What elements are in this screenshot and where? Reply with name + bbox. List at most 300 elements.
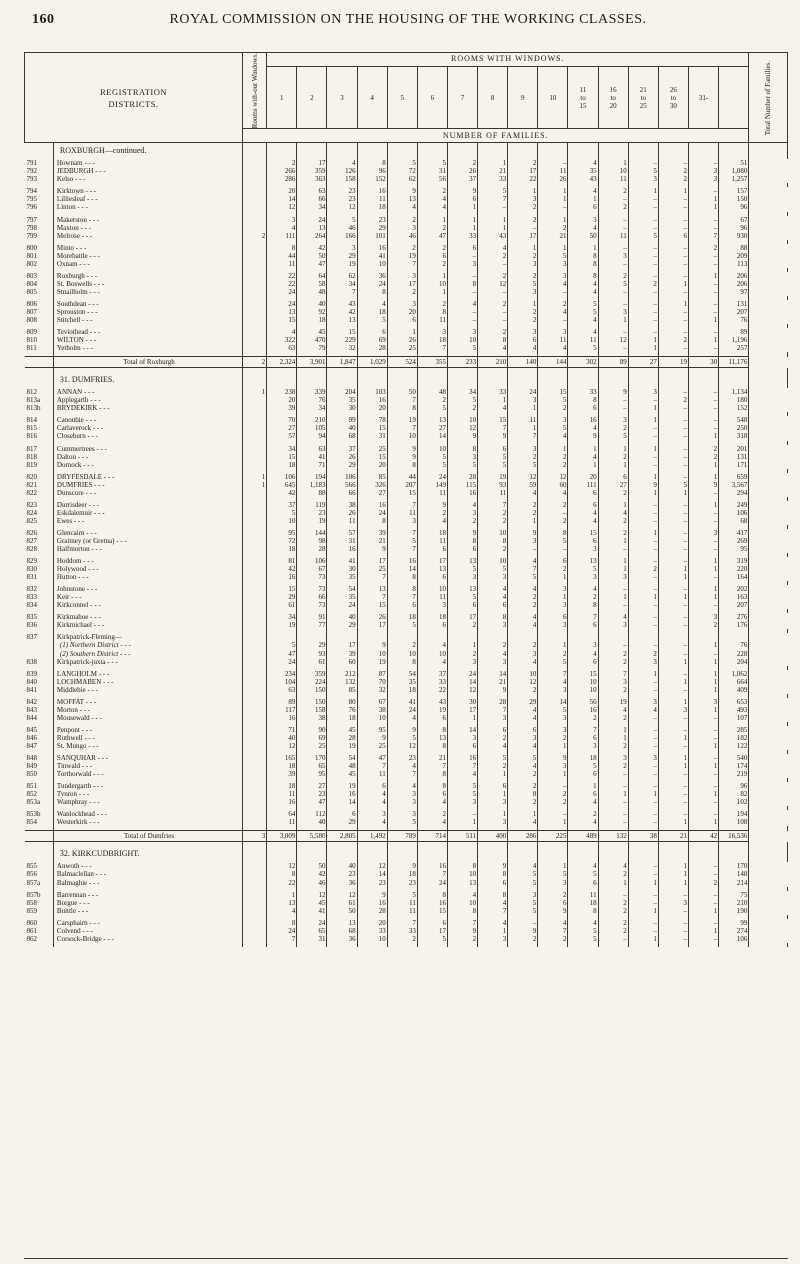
value-cell: 5 — [538, 706, 568, 714]
value-cell: 17 — [447, 706, 477, 714]
total-value: 27 — [628, 357, 658, 368]
value-cell: 10 — [478, 557, 508, 565]
value-cell: 2 — [508, 501, 538, 509]
total-families-cell: 294 — [719, 489, 749, 497]
value-cell: – — [658, 742, 688, 750]
value-cell: 76 — [327, 706, 357, 714]
value-cell: 2 — [658, 336, 688, 344]
value-cell: – — [688, 489, 718, 497]
value-cell: 5 — [478, 187, 508, 195]
value-cell: 36 — [327, 879, 357, 887]
value-cell: 15 — [267, 316, 297, 324]
row-number: 839 — [25, 670, 54, 678]
value-cell: 17 — [417, 927, 447, 935]
table-row — [25, 927, 788, 935]
value-cell: – — [598, 585, 628, 593]
table-row — [25, 216, 788, 224]
value-cell: 42 — [297, 244, 327, 252]
spacer-cell — [749, 750, 788, 754]
total-label: Total of Roxburgh — [53, 357, 242, 368]
spacer-cell — [749, 609, 788, 613]
value-cell: 7 — [387, 501, 417, 509]
value-cell: – — [478, 308, 508, 316]
total-families-cell: 157 — [719, 187, 749, 195]
value-cell: 8 — [568, 272, 598, 280]
table-row — [25, 432, 788, 440]
value-cell: 8 — [267, 244, 297, 252]
rooms-without-windows-cell — [243, 396, 267, 404]
value-cell: 4 — [417, 203, 447, 211]
value-cell: 8 — [447, 280, 477, 288]
rooms-without-windows-cell — [243, 416, 267, 424]
value-cell: 2 — [508, 509, 538, 517]
value-cell: 1 — [628, 336, 658, 344]
total-families-cell: 653 — [719, 698, 749, 706]
value-cell: 10 — [417, 585, 447, 593]
value-cell: 1 — [688, 658, 718, 666]
value-cell: 8 — [417, 782, 447, 790]
value-cell: 80 — [327, 698, 357, 706]
value-cell: 57 — [327, 529, 357, 537]
district-name: Tinwald - - - — [53, 762, 242, 770]
total-families-label: Total Number of Families. — [764, 60, 773, 135]
value-cell: 4 — [478, 593, 508, 601]
value-cell: 3 — [688, 175, 718, 183]
value-cell: 9 — [447, 432, 477, 440]
value-cell: 1 — [688, 565, 718, 573]
district-name: Linton - - - — [53, 203, 242, 211]
value-cell: 57 — [267, 432, 297, 440]
rooms-without-windows-cell — [243, 529, 267, 537]
value-cell: 18 — [387, 870, 417, 878]
district-name: Maxton - - - — [53, 224, 242, 232]
value-cell: 27 — [417, 424, 447, 432]
value-cell: 16 — [357, 244, 387, 252]
value-cell: 96 — [357, 167, 387, 175]
value-cell: 3 — [478, 935, 508, 943]
county-heading-blank — [628, 143, 658, 156]
value-cell: – — [688, 891, 718, 899]
total-families-cell: 257 — [719, 344, 749, 352]
value-cell: – — [688, 650, 718, 658]
value-cell: 39 — [357, 529, 387, 537]
district-name: DUMFRIES - - - — [53, 481, 242, 489]
value-cell: 24 — [267, 300, 297, 308]
value-cell: 22 — [417, 686, 447, 694]
table-row — [25, 224, 788, 232]
value-cell: – — [688, 388, 718, 396]
value-cell: 1 — [688, 461, 718, 469]
value-cell: 17 — [447, 613, 477, 621]
total-families-cell: 207 — [719, 601, 749, 609]
value-cell: 11 — [267, 260, 297, 268]
value-cell: – — [628, 545, 658, 553]
table-row — [25, 545, 788, 553]
value-cell: 1 — [478, 216, 508, 224]
value-cell: 6 — [417, 573, 447, 581]
table-row — [25, 870, 788, 878]
value-cell: 19 — [327, 260, 357, 268]
district-name: Cummertrees - - - — [53, 445, 242, 453]
value-cell: 144 — [297, 529, 327, 537]
county-heading-blank — [719, 143, 749, 156]
value-cell: 70 — [357, 678, 387, 686]
value-cell: 119 — [297, 501, 327, 509]
value-cell: 1 — [688, 706, 718, 714]
value-cell: 13 — [447, 879, 477, 887]
value-cell: 2 — [508, 782, 538, 790]
value-cell: – — [538, 810, 568, 818]
total-families-cell: 99 — [719, 919, 749, 927]
rooms-without-windows-cell — [243, 770, 267, 778]
value-cell: – — [658, 432, 688, 440]
value-cell: 1 — [568, 782, 598, 790]
value-cell: 2 — [508, 316, 538, 324]
row-number: 794 — [25, 187, 54, 195]
value-cell: – — [628, 686, 658, 694]
value-cell: 2 — [538, 935, 568, 943]
value-cell: 2 — [598, 272, 628, 280]
value-cell: – — [628, 621, 658, 629]
total-families-cell: 108 — [719, 818, 749, 826]
value-cell: 1 — [688, 927, 718, 935]
value-cell: 18 — [267, 545, 297, 553]
county-heading-blank — [357, 372, 387, 384]
district-name: Wanlockhead - - - — [53, 810, 242, 818]
value-cell: 8 — [417, 308, 447, 316]
value-cell: 9 — [508, 529, 538, 537]
value-cell: 56 — [417, 175, 447, 183]
value-cell: 3 — [598, 754, 628, 762]
value-cell: 3 — [478, 658, 508, 666]
value-cell: 3 — [508, 195, 538, 203]
value-cell: 8 — [447, 445, 477, 453]
value-cell: 2 — [417, 224, 447, 232]
value-cell: 1 — [688, 762, 718, 770]
value-cell: 1 — [688, 593, 718, 601]
county-total-row — [25, 357, 788, 368]
value-cell: 2 — [478, 545, 508, 553]
table-row — [25, 782, 788, 790]
value-cell: 7 — [417, 870, 447, 878]
value-cell: – — [598, 288, 628, 296]
value-cell: 5 — [327, 216, 357, 224]
value-cell: 7 — [417, 762, 447, 770]
value-cell: 9 — [598, 388, 628, 396]
value-cell: 45 — [297, 328, 327, 336]
value-cell: 56 — [568, 698, 598, 706]
value-cell: 5 — [387, 537, 417, 545]
value-cell: – — [538, 159, 568, 167]
total-families-cell: 163 — [719, 593, 749, 601]
page-number: 160 — [32, 12, 55, 27]
value-cell: – — [688, 308, 718, 316]
value-cell: 37 — [447, 175, 477, 183]
value-cell: 5 — [387, 734, 417, 742]
value-cell: – — [598, 300, 628, 308]
value-cell: 2 — [568, 810, 598, 818]
value-cell: 3 — [628, 658, 658, 666]
value-cell: 106 — [267, 473, 297, 481]
district-name: St. Mungo - - - — [53, 742, 242, 750]
rooms-without-windows-cell — [243, 537, 267, 545]
value-cell: 3 — [447, 798, 477, 806]
value-cell: 7 — [387, 424, 417, 432]
value-cell: 2 — [628, 650, 658, 658]
value-cell: 5 — [267, 509, 297, 517]
value-cell: 5 — [508, 461, 538, 469]
value-cell: 11 — [387, 907, 417, 915]
value-cell: 64 — [267, 810, 297, 818]
rooms-without-windows-cell — [243, 336, 267, 344]
value-cell: 7 — [478, 501, 508, 509]
total-families-cell: 75 — [719, 891, 749, 899]
value-cell: 2 — [688, 445, 718, 453]
value-cell: 2 — [598, 203, 628, 211]
value-cell: 9 — [508, 927, 538, 935]
value-cell: 106 — [297, 557, 327, 565]
page-header — [28, 8, 788, 34]
rooms-without-windows-cell — [243, 601, 267, 609]
value-cell: 2 — [447, 159, 477, 167]
value-cell: – — [538, 316, 568, 324]
value-cell: 9 — [478, 432, 508, 440]
value-cell: 10 — [447, 870, 477, 878]
total-value: 19 — [658, 357, 688, 368]
value-cell: 132 — [327, 678, 357, 686]
value-cell: 19 — [357, 658, 387, 666]
value-cell: 645 — [267, 481, 297, 489]
value-cell: 25 — [357, 565, 387, 573]
value-cell: 1 — [628, 670, 658, 678]
value-cell: 6 — [568, 734, 598, 742]
value-cell: – — [658, 545, 688, 553]
value-cell: 8 — [568, 396, 598, 404]
value-cell: – — [688, 919, 718, 927]
row-number: 847 — [25, 742, 54, 750]
district-name: Oxnam - - - — [53, 260, 242, 268]
value-cell: 2 — [508, 272, 538, 280]
value-cell: 24 — [327, 601, 357, 609]
value-cell: 6 — [568, 501, 598, 509]
value-cell: 3 — [688, 529, 718, 537]
value-cell: 8 — [447, 537, 477, 545]
value-cell: 5 — [598, 432, 628, 440]
row-number: 835 — [25, 613, 54, 621]
table-row — [25, 288, 788, 296]
value-cell: 1 — [628, 445, 658, 453]
value-cell: 1 — [658, 658, 688, 666]
total-value: 3 — [243, 831, 267, 842]
value-cell: 3 — [538, 726, 568, 734]
value-cell: 16 — [387, 557, 417, 565]
total-families-cell: 319 — [719, 557, 749, 565]
value-cell: – — [658, 473, 688, 481]
row-number: 834 — [25, 601, 54, 609]
value-cell: 5 — [387, 159, 417, 167]
value-cell: 15 — [478, 416, 508, 424]
row-number: 832 — [25, 585, 54, 593]
district-name: JEDBURGH - - - — [53, 167, 242, 175]
value-cell: 1 — [658, 762, 688, 770]
value-cell: – — [658, 585, 688, 593]
value-cell: 8 — [568, 260, 598, 268]
value-cell: 18 — [357, 308, 387, 316]
value-cell: 6 — [357, 328, 387, 336]
total-value: 511 — [447, 831, 477, 842]
spacer-cell — [417, 943, 447, 947]
value-cell: 66 — [297, 195, 327, 203]
value-cell: 48 — [297, 288, 327, 296]
value-cell: 4 — [568, 288, 598, 296]
spacer-cell — [568, 943, 598, 947]
value-cell: 1 — [598, 593, 628, 601]
value-cell: 22 — [267, 280, 297, 288]
value-cell: 4 — [478, 899, 508, 907]
value-cell: 87 — [357, 670, 387, 678]
value-cell: – — [628, 216, 658, 224]
value-cell: 5 — [478, 754, 508, 762]
value-cell: 5 — [658, 481, 688, 489]
value-cell: 1 — [478, 396, 508, 404]
value-cell: 13 — [297, 224, 327, 232]
value-cell: 8 — [417, 742, 447, 750]
window-count-header: 3 — [327, 67, 357, 129]
value-cell: – — [628, 585, 658, 593]
value-cell: – — [628, 224, 658, 232]
value-cell: 3 — [628, 698, 658, 706]
value-cell: 5 — [478, 565, 508, 573]
value-cell: 54 — [327, 585, 357, 593]
district-name: Canonbie - - - — [53, 416, 242, 424]
value-cell: 3 — [538, 621, 568, 629]
value-cell: 14 — [417, 432, 447, 440]
value-cell: 1 — [508, 517, 538, 525]
county-heading-blank — [658, 372, 688, 384]
value-cell: 7 — [327, 288, 357, 296]
value-cell: 44 — [267, 252, 297, 260]
value-cell: – — [628, 601, 658, 609]
value-cell: 5 — [417, 453, 447, 461]
value-cell — [538, 633, 568, 641]
rooms-without-windows-cell — [243, 489, 267, 497]
value-cell: 10 — [357, 260, 387, 268]
row-number: 793 — [25, 175, 54, 183]
row-number: 841 — [25, 686, 54, 694]
value-cell: 1 — [447, 818, 477, 826]
table-row — [25, 762, 788, 770]
value-cell: 106 — [327, 473, 357, 481]
value-cell: 7 — [387, 260, 417, 268]
rooms-without-windows-cell — [243, 790, 267, 798]
county-heading-blank — [598, 846, 628, 858]
value-cell: 73 — [297, 601, 327, 609]
value-cell: 1 — [538, 195, 568, 203]
value-cell: 9 — [357, 641, 387, 649]
value-cell: 4 — [267, 328, 297, 336]
value-cell: 8 — [267, 919, 297, 927]
value-cell: 24 — [357, 509, 387, 517]
value-cell: 1 — [598, 879, 628, 887]
total-value: 11,176 — [719, 357, 749, 368]
value-cell: 1 — [598, 565, 628, 573]
row-number: 860 — [25, 919, 54, 927]
total-families-cell: 930 — [719, 232, 749, 240]
value-cell: 3 — [327, 244, 357, 252]
row-number: 846 — [25, 734, 54, 742]
spacer-cell — [749, 915, 788, 919]
value-cell: 7 — [538, 670, 568, 678]
value-cell: 6 — [508, 336, 538, 344]
value-cell: 20 — [357, 919, 387, 927]
total-value: 286 — [508, 831, 538, 842]
value-cell: 3 — [387, 272, 417, 280]
district-name: Balmaclellan - - - — [53, 870, 242, 878]
table-row — [25, 593, 788, 601]
value-cell: – — [658, 316, 688, 324]
value-cell: 3 — [387, 790, 417, 798]
value-cell: 40 — [327, 424, 357, 432]
table-row — [25, 344, 788, 352]
value-cell: 69 — [357, 336, 387, 344]
value-cell: – — [688, 714, 718, 722]
rooms-without-windows-cell — [243, 593, 267, 601]
value-cell: 73 — [297, 573, 327, 581]
value-cell: 25 — [357, 742, 387, 750]
value-cell: 11 — [327, 517, 357, 525]
value-cell: 18 — [357, 203, 387, 211]
table-row — [25, 698, 788, 706]
value-cell: 93 — [297, 650, 327, 658]
row-number: 830 — [25, 565, 54, 573]
value-cell: 20 — [387, 308, 417, 316]
value-cell: – — [628, 308, 658, 316]
value-cell: 3 — [387, 798, 417, 806]
value-cell: 7 — [538, 927, 568, 935]
value-cell: 15 — [357, 601, 387, 609]
value-cell: 1 — [658, 862, 688, 870]
value-cell: – — [688, 754, 718, 762]
value-cell: 61 — [297, 658, 327, 666]
value-cell: 2 — [538, 650, 568, 658]
value-cell: 5 — [538, 658, 568, 666]
value-cell — [327, 633, 357, 641]
value-cell: 9 — [417, 501, 447, 509]
county-heading-blank — [243, 143, 267, 156]
value-cell: 13 — [267, 899, 297, 907]
value-cell: – — [628, 159, 658, 167]
value-cell: 4 — [508, 489, 538, 497]
value-cell: 5 — [508, 280, 538, 288]
value-cell: 3 — [508, 537, 538, 545]
value-cell: 1 — [538, 862, 568, 870]
value-cell: 1 — [688, 316, 718, 324]
value-cell: 12 — [478, 280, 508, 288]
value-cell: 363 — [297, 175, 327, 183]
window-count-header: 5 — [387, 67, 417, 129]
value-cell: 2 — [417, 810, 447, 818]
total-families-cell: 194 — [719, 810, 749, 818]
value-cell: 165 — [267, 754, 297, 762]
value-cell: 17 — [297, 159, 327, 167]
value-cell: 8 — [417, 891, 447, 899]
value-cell: 6 — [508, 726, 538, 734]
total-families-cell — [719, 633, 749, 641]
row-number: 820 — [25, 473, 54, 481]
value-cell: 92 — [297, 308, 327, 316]
county-heading-blank — [297, 372, 327, 384]
value-cell: 1 — [688, 473, 718, 481]
